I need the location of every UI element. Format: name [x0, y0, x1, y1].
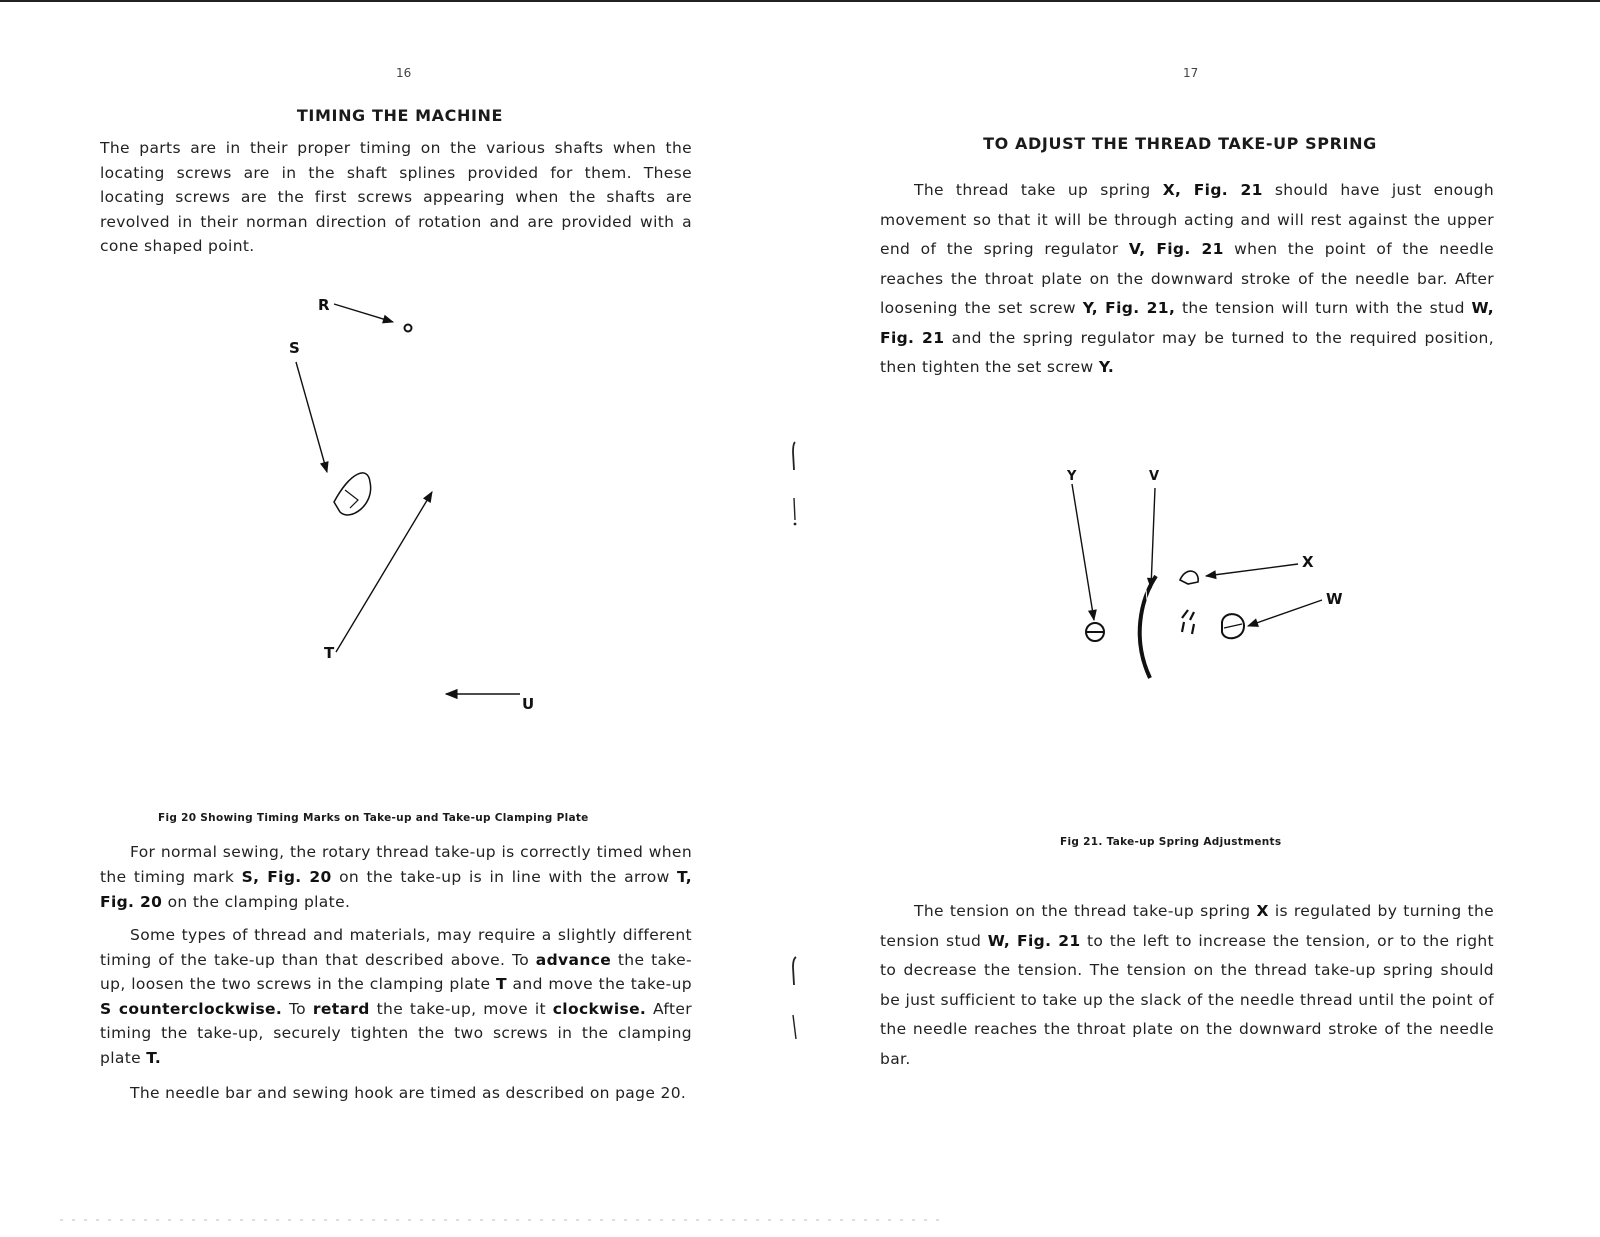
- label-y: Y: [1067, 469, 1077, 484]
- page-top-edge: [0, 0, 1600, 2]
- adjust-timing-paragraph: Some types of thread and materials, may require a slightly different timing of the take-up than that described above. To advance the take-up, loosen the two screws in the clamping plate T and move the take-up S counterclockwise. To retard the take-up, move it clockwise. After timing the take-up, securely tighten the two screws in the clamping plate T.: [100, 926, 692, 1067]
- page-number: 16: [396, 66, 412, 80]
- arrow-y: [1072, 484, 1094, 620]
- arrow-t: [336, 492, 432, 652]
- label-r: R: [318, 296, 330, 314]
- section-title: TO ADJUST THE THREAD TAKE-UP SPRING: [983, 134, 1377, 153]
- scan-artifacts: [60, 1218, 940, 1222]
- take-up-spring-x: [1180, 571, 1198, 584]
- timing-paragraph: For normal sewing, the rotary thread take-up is correctly timed when the timing mark S, Fig. 20 on the take-up is in line with the arrow T, Fig. 20 on the clamping plate.: [100, 843, 692, 911]
- label-t: T: [324, 644, 335, 662]
- timing-dot: [405, 325, 412, 332]
- tension-discs: [1182, 610, 1194, 634]
- spring-regulator-v: [1140, 576, 1156, 678]
- arrow-s: [296, 362, 327, 472]
- figure-20: [200, 280, 560, 760]
- arrow-x: [1206, 564, 1298, 576]
- take-up-outline: [334, 473, 371, 515]
- label-x: X: [1302, 553, 1314, 571]
- label-u: U: [522, 695, 535, 713]
- take-up-spring-paragraph: The thread take up spring X, Fig. 21 should have just enough movement so that it will be through acting and will rest against the upper end of the spring regulator V, Fig. 21 when the point of the needle reaches the throat plate on the downward stroke of the needle bar. After loosening the set screw Y, Fig. 21, the tension will turn with the stud W, Fig. 21 and the spring regulator may be turned to the required position, then tighten the set screw Y.: [880, 181, 1495, 376]
- gutter-binding-marks-top: [785, 440, 805, 530]
- tension-paragraph: The tension on the thread take-up spring X is regulated by turning the tension stud W, Fig. 21 to the left to increase the tension, or to the right to decrease the tension. The tension on the thread take-up spring should be just sufficient to take up the slack of the needle thread until the point of the needle reaches the throat plate on the downward stroke of the needle bar.: [880, 902, 1494, 1068]
- arrow-w: [1248, 600, 1322, 626]
- page-number: 17: [1183, 66, 1199, 80]
- needle-bar-paragraph: The needle bar and sewing hook are timed as described on page 20.: [130, 1084, 687, 1102]
- arrow-r: [334, 304, 393, 322]
- arrow-v: [1151, 488, 1155, 588]
- section-title: TIMING THE MACHINE: [296, 106, 504, 125]
- intro-paragraph: The parts are in their proper timing on the various shafts when the locating screws are in the shaft splines provided for them. These locating screws are the first screws appearing when the shafts are revolved in their norman direction of rotation and are provided with a cone shaped point.: [100, 139, 692, 255]
- figure-21: [1060, 460, 1380, 700]
- take-up-detail: [345, 490, 358, 508]
- figure-21-caption: Fig 21. Take-up Spring Adjustments: [1060, 836, 1282, 848]
- label-w: W: [1326, 590, 1343, 608]
- label-v: V: [1149, 469, 1160, 484]
- label-s: S: [289, 339, 300, 357]
- gutter-binding-marks-bottom: [785, 955, 805, 1045]
- figure-20-caption: Fig 20 Showing Timing Marks on Take-up and Take-up Clamping Plate: [158, 812, 589, 824]
